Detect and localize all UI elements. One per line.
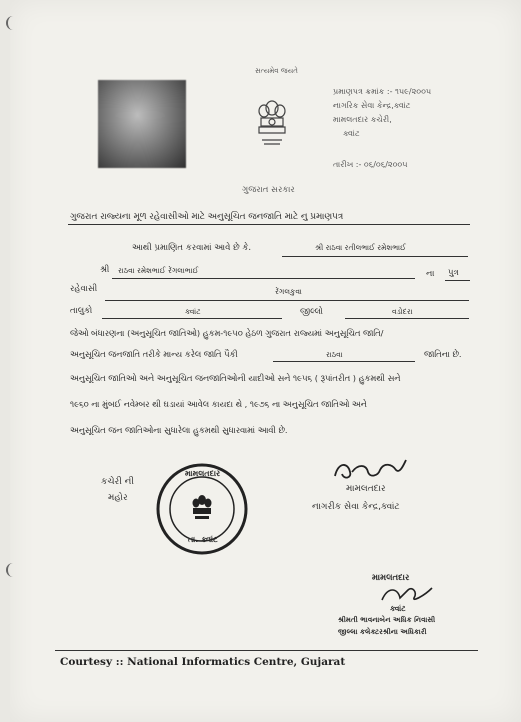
father-line: [112, 278, 415, 279]
applicant-name: શ્રી રાઠવા રતીલભાઈ રમેશભાઈ: [315, 243, 406, 252]
putra-label: પુત્ર: [448, 268, 459, 278]
seal-bottom-text: તા. ક્વાંટ: [188, 535, 218, 544]
office-seal-label-1: કચેરી ની: [101, 477, 134, 487]
caste-line: [273, 361, 415, 362]
signature-mark: [330, 458, 410, 482]
village-name: રેંગલકુવા: [275, 287, 302, 296]
taluka-line: [102, 318, 282, 319]
father-name: રાઠવા રમેશભાઈ રેંગલાભાઈ: [118, 266, 199, 275]
signatory-title: મામલતદાર: [346, 484, 386, 494]
office-seal-label-2: મહોર: [108, 493, 128, 503]
body-line-4: ૧૯૬૦ ના મુંબઈ નવેમ્બર થી ઘડાયાં આવેલ કાયદા થે , ૧૯૭૬ ના અનુસૂચિત જાતિઓ અને: [70, 399, 367, 409]
certify-statement: આથી પ્રમાણિત કરવામાં આવે છે કે.: [132, 243, 252, 253]
district-label: જીલ્લો: [300, 307, 324, 317]
certificate-title: ગુજરાત રાજ્યના મૂળ રહેવાસીઓ માટે અનુસૂચિત જનજાતિ માટે નુ પ્રમાણપત્ર: [70, 212, 344, 222]
name-line: [282, 256, 468, 257]
caste-value: રાઠવા: [326, 350, 343, 359]
footer-courtesy: Courtesy :: National Informatics Centre, Gujarat: [60, 656, 346, 668]
lower-sign-place: ક્વાંટ: [390, 604, 406, 613]
shri-label: શ્રી: [100, 265, 110, 275]
certificate-number: પ્રમાણપત્ર ક્રમાંક :- ૧૫૯/૨૦૦૫: [333, 87, 432, 96]
putra-line: [445, 280, 470, 281]
body-line-1: જેઓ બંધારણના (અનુસૂચિત જાતિઓ) હુકમ-૧૯૫૦ હેઠળ ગુજરાત રાજ્યમાં અનુસૂચિત જાતિ/: [70, 328, 384, 338]
village-line: [105, 300, 469, 301]
applicant-photo: [98, 80, 186, 168]
lower-sign-title: મામલતદાર: [372, 573, 410, 583]
header-motto: સત્યમેવ જયતે: [255, 67, 298, 75]
office-place: ક્વાંટ: [343, 129, 360, 138]
na-label: ના: [426, 269, 435, 279]
lower-sign-line-4: જીલ્લા કલેક્ટરશ્રીના અધિકારી: [338, 627, 427, 636]
issue-date: તારીખ :- ૦૬/૦૬/૨૦૦૫: [333, 160, 408, 169]
ashoka-emblem: [252, 96, 292, 154]
body-line-2b: જાતિના છે.: [424, 349, 462, 359]
signatory-office: નાગરીક સેવા કેન્દ્ર,ક્વાંટ: [312, 502, 400, 512]
officer-office: મામલતદાર કચેરી,: [333, 115, 392, 124]
footer-rule: [55, 650, 478, 651]
lower-sign-line-3: શ્રીમતી ભાવનાબેન અધિક નિવાસી: [338, 615, 436, 624]
office-name: નાગરિક સેવા કેન્દ્ર,ક્વાંટ: [333, 101, 411, 110]
punch-hole: [6, 16, 20, 30]
government-title: ગુજરાત સરકાર: [242, 185, 295, 195]
body-line-3: અનુસૂચિત જાતિઓ અને અનુસૂચિત જનજાતિઓની યાદીઓ સને ૧૯૫૬ ( રૂપાંતરીત ) હુકમથી સને: [70, 373, 401, 383]
title-underline: [68, 224, 470, 225]
seal-top-text: મામલતદાર: [185, 469, 221, 478]
lower-signature-mark: [378, 582, 438, 606]
punch-hole: [6, 563, 20, 577]
taluka-label: તાલુકો: [70, 306, 93, 316]
body-line-5: અનુસૂચિત જન જાતિઓના સુધારેલા હુકમથી સુધારવામાં આવી છે.: [70, 425, 288, 435]
district-value: વડોદરા: [392, 307, 413, 316]
district-line: [345, 318, 469, 319]
body-line-2a: અનુસૂચિત જનજાતિ તરીકે માન્ય કરેલ જાતિ પૈકી: [70, 349, 238, 359]
taluka-value: ક્વાંટ: [185, 307, 201, 316]
resident-label: રહેવાસી: [70, 284, 98, 294]
